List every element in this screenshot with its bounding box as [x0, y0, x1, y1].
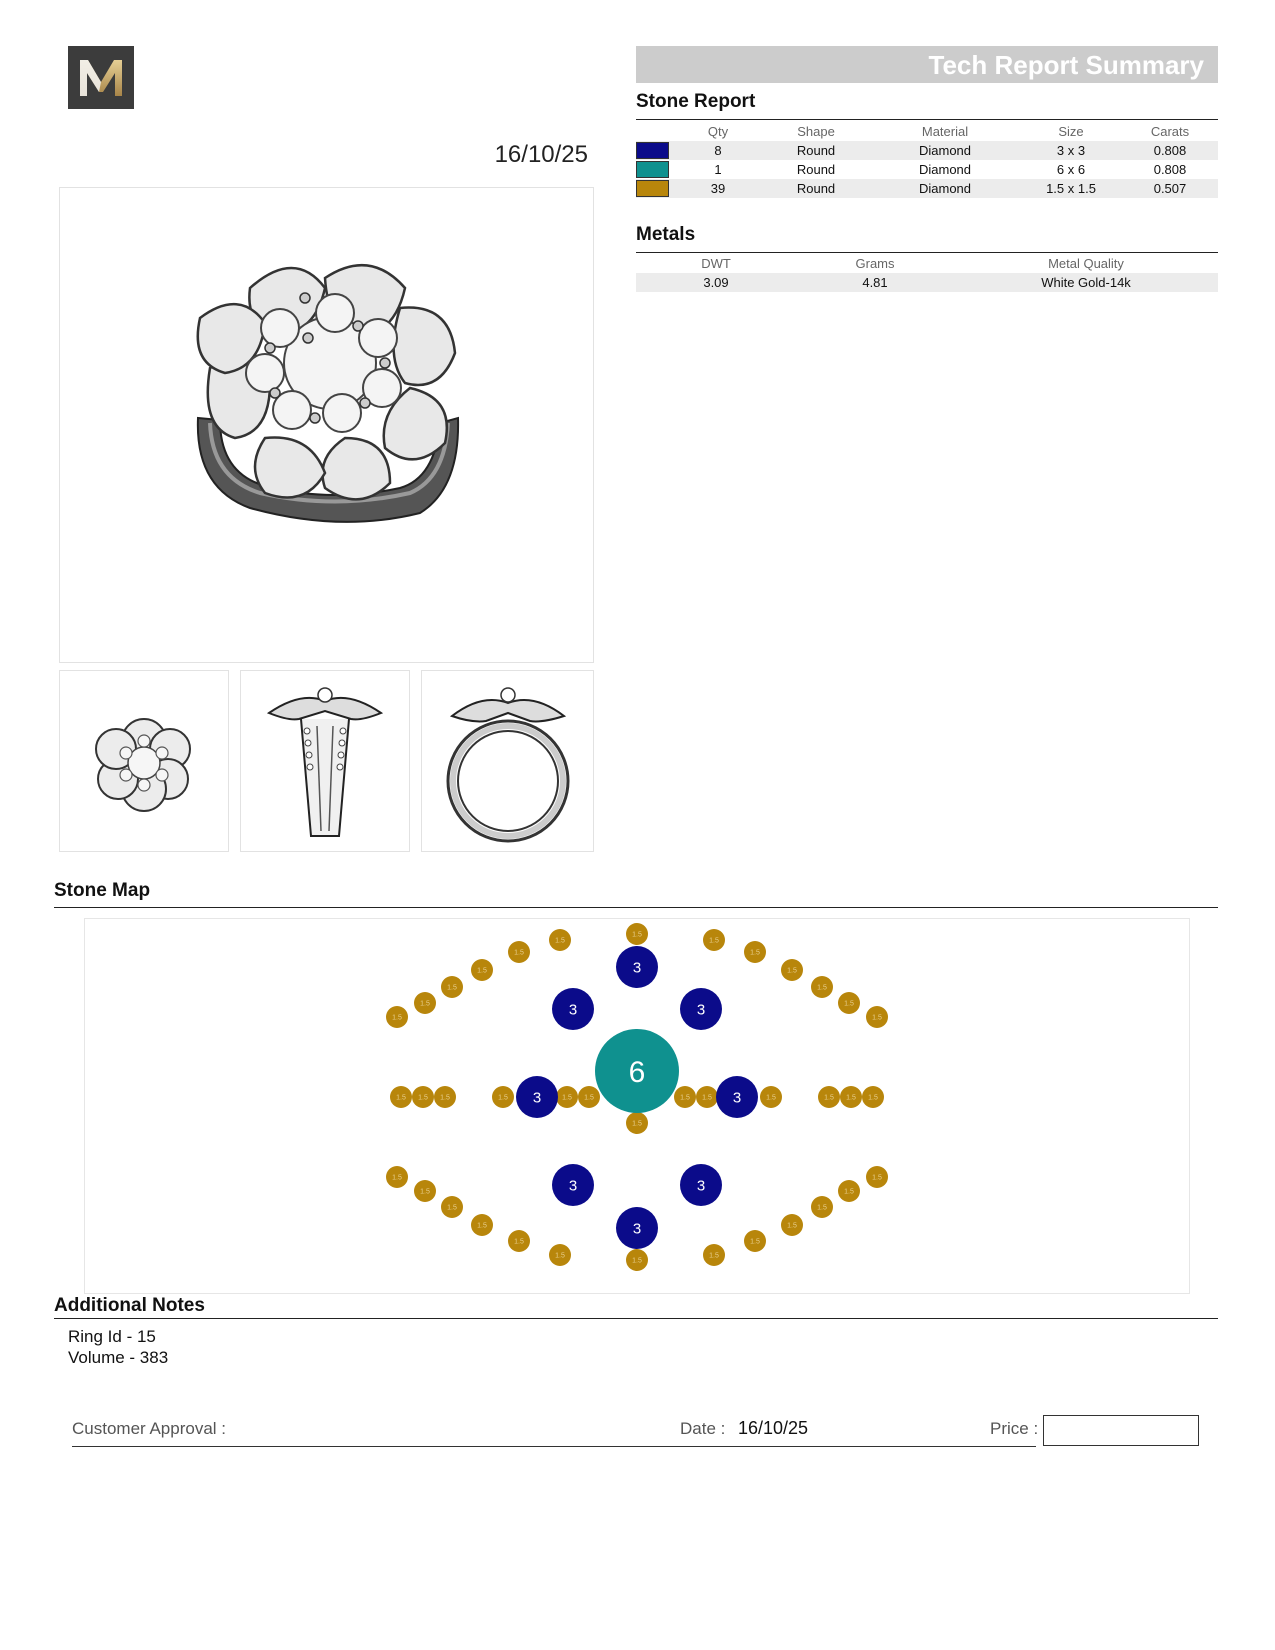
report-date: 16/10/25	[494, 141, 588, 168]
stone-shape: Round	[762, 179, 870, 198]
small-stone	[626, 1112, 648, 1134]
stone-size-label: 1.5	[787, 967, 797, 975]
stone-size-label: 1.5	[766, 1094, 776, 1102]
approval-date-value: 16/10/25	[738, 1418, 809, 1438]
small-stone	[390, 1086, 412, 1108]
stone-size-label: 1.5	[555, 937, 565, 945]
stone-size-label: 1.5	[396, 1094, 406, 1102]
stone-size-label: 1.5	[632, 1120, 642, 1128]
customer-approval-line[interactable]	[72, 1446, 1036, 1447]
small-stone	[866, 1006, 888, 1028]
stone-size-label: 1.5	[447, 984, 457, 992]
customer-approval-label: Customer Approval :	[72, 1419, 227, 1438]
stone-size-label: 3	[632, 959, 642, 977]
small-stone	[441, 976, 463, 998]
small-stone	[549, 929, 571, 951]
stone-size-label: 1.5	[702, 1094, 712, 1102]
small-stone	[441, 1196, 463, 1218]
size-column-header: Size	[1058, 124, 1084, 139]
stone-map	[84, 918, 1190, 1294]
stone-size-label: 1.5	[846, 1094, 856, 1102]
stone-map-title: Stone Map	[54, 880, 151, 901]
stone-size-label: 1.5	[420, 1000, 430, 1008]
stone-size: 6 x 6	[1056, 162, 1086, 177]
color-column-header	[636, 122, 674, 141]
dwt-column-header: DWT	[701, 256, 731, 271]
stone-size-label: 1.5	[817, 1204, 827, 1212]
approval-date-label: Date :	[680, 1419, 726, 1438]
stone-map-diagram	[85, 919, 1189, 1293]
additional-notes-title: Additional Notes	[54, 1295, 205, 1316]
stone-material: Diamond	[870, 179, 1020, 198]
small-stone	[818, 1086, 840, 1108]
stone-size-label: 1.5	[632, 931, 642, 939]
metal-dwt: 3.09	[636, 273, 796, 292]
shape-column-header: Shape	[797, 124, 835, 139]
small-stone	[412, 1086, 434, 1108]
stone-size-label: 1.5	[750, 1238, 760, 1246]
stone-report-table	[636, 122, 1218, 198]
stone-material: Diamond	[918, 162, 972, 177]
stone-size-label: 1.5	[680, 1094, 690, 1102]
metals-divider	[636, 252, 1218, 253]
stone-carats: 0.808	[1122, 141, 1218, 160]
small-stone	[838, 1180, 860, 1202]
small-stone	[492, 1086, 514, 1108]
stone-qty: 8	[674, 141, 762, 160]
stone-shape: Round	[762, 141, 870, 160]
stone-report-header-row	[636, 122, 1218, 141]
stone-row	[636, 179, 1218, 198]
stone-size-label: 1.5	[420, 1188, 430, 1196]
stone-size-label: 1.5	[844, 1188, 854, 1196]
stone-size-label: 1.5	[824, 1094, 834, 1102]
stone-color-swatch	[636, 142, 669, 159]
small-stone	[626, 1249, 648, 1271]
small-stone	[508, 941, 530, 963]
side-stone	[552, 1164, 594, 1206]
material-column-header: Material	[921, 124, 969, 139]
small-stone	[703, 1244, 725, 1266]
quality-column-header: Metal Quality	[1048, 256, 1124, 271]
side-stone	[616, 946, 658, 988]
small-stone	[386, 1006, 408, 1028]
price-input-box[interactable]	[1043, 1415, 1199, 1446]
stone-color-swatch	[636, 180, 669, 197]
small-stone	[840, 1086, 862, 1108]
stone-color-swatch	[636, 161, 669, 178]
small-stone	[838, 992, 860, 1014]
stone-carats: 0.808	[1153, 162, 1187, 177]
small-stone	[744, 1230, 766, 1252]
stone-size-label: 3	[632, 1220, 642, 1238]
small-stone	[862, 1086, 884, 1108]
small-stone	[626, 923, 648, 945]
small-stone	[760, 1086, 782, 1108]
side-stone	[716, 1076, 758, 1118]
ring-thumbnail-front[interactable]	[421, 670, 594, 852]
ring-thumbnail-side[interactable]	[240, 670, 410, 852]
stone-size-label: 1.5	[584, 1094, 594, 1102]
metals-table	[636, 254, 1218, 292]
metal-row	[636, 273, 1218, 292]
stone-row	[636, 160, 1218, 179]
stone-size-label: 1.5	[447, 1204, 457, 1212]
stone-size-label: 1.5	[498, 1094, 508, 1102]
small-stone	[866, 1166, 888, 1188]
stone-size-label: 1.5	[817, 984, 827, 992]
ring-thumbnail-top[interactable]	[59, 670, 229, 852]
side-stone	[680, 1164, 722, 1206]
stone-size-label: 1.5	[872, 1014, 882, 1022]
metals-title: Metals	[636, 224, 696, 245]
small-stone	[471, 959, 493, 981]
price-label: Price :	[990, 1419, 1039, 1438]
small-stone	[674, 1086, 696, 1108]
small-stone	[414, 992, 436, 1014]
stone-size-label: 1.5	[477, 1222, 487, 1230]
stone-size-label: 1.5	[868, 1094, 878, 1102]
stone-carats: 0.507	[1122, 179, 1218, 198]
carats-column-header: Carats	[1150, 124, 1190, 139]
stone-size-label: 1.5	[872, 1174, 882, 1182]
side-stone	[680, 988, 722, 1030]
report-title-bar	[636, 46, 1218, 83]
stone-size-label: 6	[628, 1055, 646, 1089]
small-stone	[556, 1086, 578, 1108]
grams-column-header: Grams	[855, 256, 895, 271]
small-stone	[414, 1180, 436, 1202]
stone-row	[636, 141, 1218, 160]
stone-size-label: 1.5	[555, 1252, 565, 1260]
stone-size-label: 1.5	[709, 1252, 719, 1260]
stone-size-label: 3	[696, 1177, 706, 1195]
side-stone	[552, 988, 594, 1030]
stone-report-divider	[636, 119, 1218, 120]
qty-column-header: Qty	[707, 124, 729, 139]
company-logo	[68, 46, 134, 109]
small-stone	[696, 1086, 718, 1108]
stone-shape: Round	[796, 162, 836, 177]
stone-size: 3 x 3	[1020, 141, 1122, 160]
stone-size: 1.5 x 1.5	[1020, 179, 1122, 198]
report-title: Tech Report Summary	[928, 50, 1204, 80]
stone-material: Diamond	[870, 141, 1020, 160]
stone-size-label: 1.5	[418, 1094, 428, 1102]
small-stone	[811, 976, 833, 998]
metal-quality: White Gold-14k	[954, 273, 1218, 292]
stone-size-label: 1.5	[787, 1222, 797, 1230]
stone-size-label: 1.5	[392, 1174, 402, 1182]
small-stone	[471, 1214, 493, 1236]
small-stone	[434, 1086, 456, 1108]
small-stone	[508, 1230, 530, 1252]
small-stone	[703, 929, 725, 951]
stone-size-label: 1.5	[709, 937, 719, 945]
small-stone	[386, 1166, 408, 1188]
stone-report-title: Stone Report	[636, 91, 756, 112]
small-stone	[781, 1214, 803, 1236]
stone-size-label: 1.5	[632, 1257, 642, 1265]
note-ring-id: Ring Id - 15	[68, 1327, 156, 1346]
small-stone	[811, 1196, 833, 1218]
metals-header-row	[636, 254, 1218, 273]
notes-divider	[54, 1318, 1218, 1319]
stone-qty: 39	[674, 179, 762, 198]
stone-size-label: 1.5	[562, 1094, 572, 1102]
center-stone	[595, 1029, 679, 1113]
stone-size-label: 1.5	[440, 1094, 450, 1102]
small-stone	[578, 1086, 600, 1108]
small-stone	[549, 1244, 571, 1266]
metal-grams: 4.81	[796, 273, 954, 292]
stone-size-label: 1.5	[514, 949, 524, 957]
stone-size-label: 3	[568, 1001, 578, 1019]
stone-size-label: 1.5	[844, 1000, 854, 1008]
stone-size-label: 1.5	[477, 967, 487, 975]
stone-size-label: 1.5	[392, 1014, 402, 1022]
stone-size-label: 1.5	[750, 949, 760, 957]
stone-size-label: 1.5	[514, 1238, 524, 1246]
side-stone	[516, 1076, 558, 1118]
small-stone	[744, 941, 766, 963]
small-stone	[781, 959, 803, 981]
note-volume: Volume - 383	[68, 1348, 169, 1367]
stone-qty: 1	[714, 162, 722, 177]
ring-main-image	[59, 187, 594, 663]
stone-map-divider	[54, 907, 1218, 908]
stone-size-label: 3	[696, 1001, 706, 1019]
stone-size-label: 3	[732, 1089, 742, 1107]
stone-size-label: 3	[568, 1177, 578, 1195]
stone-size-label: 3	[532, 1089, 542, 1107]
side-stone	[616, 1207, 658, 1249]
